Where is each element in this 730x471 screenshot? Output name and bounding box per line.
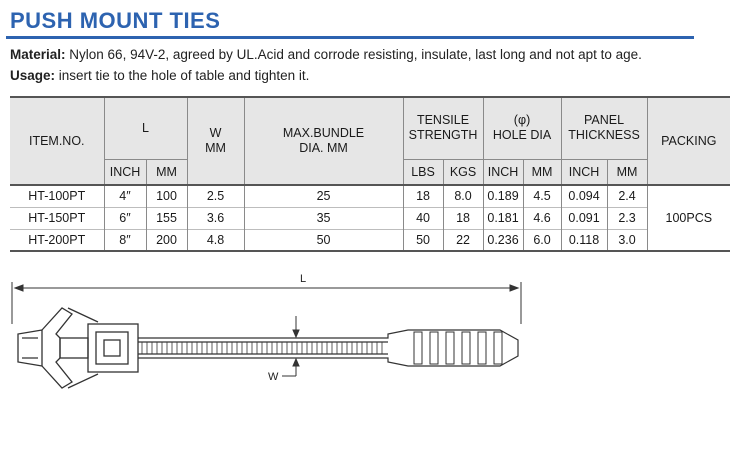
usage-text: insert tie to the hole of table and tighten it. xyxy=(55,68,310,83)
title-underline xyxy=(6,36,694,39)
subheader-hole-mm: MM xyxy=(523,159,561,185)
cell-w: 4.8 xyxy=(187,229,244,251)
table-header-row xyxy=(10,97,730,159)
header-tensile-line1: TENSILE xyxy=(416,113,470,128)
cell-lbs: 40 xyxy=(403,207,443,229)
cell-hole-mm: 4.6 xyxy=(523,207,561,229)
cell-hole-inch: 0.236 xyxy=(483,229,523,251)
cell-kgs: 8.0 xyxy=(443,185,483,207)
width-dimension xyxy=(282,316,299,376)
tie-drawing xyxy=(0,268,700,468)
strap-teeth xyxy=(142,342,382,354)
cell-item: HT-150PT xyxy=(10,207,104,229)
subheader-l-inch: INCH xyxy=(104,159,146,185)
table-row xyxy=(10,185,730,207)
cell-kgs: 18 xyxy=(443,207,483,229)
usage-line xyxy=(10,68,309,83)
cell-l-inch: 4″ xyxy=(104,185,146,207)
cell-bundle: 35 xyxy=(244,207,403,229)
cell-w: 3.6 xyxy=(187,207,244,229)
subheader-hole-inch: INCH xyxy=(483,159,523,185)
usage-label: Usage: xyxy=(10,68,56,83)
cell-bundle: 25 xyxy=(244,185,403,207)
header-tensile xyxy=(403,97,483,159)
cell-item: HT-200PT xyxy=(10,229,104,251)
subheader-panel-inch: INCH xyxy=(561,159,607,185)
header-w-line1: W xyxy=(209,126,222,140)
header-panel xyxy=(561,97,647,159)
header-w xyxy=(187,97,244,185)
cell-lbs: 50 xyxy=(403,229,443,251)
header-bundle xyxy=(244,97,403,185)
header-panel-line1: PANEL xyxy=(584,113,625,128)
cell-panel-mm: 2.3 xyxy=(607,207,647,229)
table-row xyxy=(10,229,730,251)
cell-hole-inch: 0.181 xyxy=(483,207,523,229)
subheader-lbs: LBS xyxy=(403,159,443,185)
cell-l-inch: 6″ xyxy=(104,207,146,229)
cell-panel-inch: 0.091 xyxy=(561,207,607,229)
cell-panel-inch: 0.094 xyxy=(561,185,607,207)
cell-kgs: 22 xyxy=(443,229,483,251)
cell-hole-mm: 4.5 xyxy=(523,185,561,207)
cell-bundle: 50 xyxy=(244,229,403,251)
header-bundle-line1: MAX.BUNDLE xyxy=(282,126,365,140)
header-w-line2: MM xyxy=(205,141,226,155)
material-line xyxy=(10,47,642,62)
cell-panel-mm: 3.0 xyxy=(607,229,647,251)
subheader-l-mm: MM xyxy=(146,159,187,185)
table-row xyxy=(10,207,730,229)
cell-l-mm: 200 xyxy=(146,229,187,251)
header-panel-line2: THICKNESS xyxy=(568,128,640,143)
tail-ribs xyxy=(414,332,502,364)
header-hole xyxy=(483,97,561,159)
header-l: L xyxy=(104,97,187,159)
push-mount-head xyxy=(18,308,98,388)
spec-table xyxy=(10,96,730,252)
material-text: Nylon 66, 94V-2, agreed by UL.Acid and corrode resisting, insulate, last long and not apt to age. xyxy=(65,47,642,62)
header-hole-line2: HOLE DIA xyxy=(492,128,552,143)
locking-head xyxy=(88,324,138,372)
subheader-kgs: KGS xyxy=(443,159,483,185)
cell-l-mm: 100 xyxy=(146,185,187,207)
cell-l-mm: 155 xyxy=(146,207,187,229)
cell-lbs: 18 xyxy=(403,185,443,207)
cell-panel-mm: 2.4 xyxy=(607,185,647,207)
cell-hole-mm: 6.0 xyxy=(523,229,561,251)
header-tensile-line2: STRENGTH xyxy=(408,128,478,143)
cell-item: HT-100PT xyxy=(10,185,104,207)
cell-packing: 100PCS xyxy=(647,185,730,251)
cell-w: 2.5 xyxy=(187,185,244,207)
tie-strap xyxy=(138,330,518,366)
cell-hole-inch: 0.189 xyxy=(483,185,523,207)
header-item: ITEM.NO. xyxy=(10,97,104,185)
header-packing: PACKING xyxy=(647,97,730,185)
length-label: L xyxy=(300,273,307,285)
page-title: PUSH MOUNT TIES xyxy=(10,8,221,33)
header-bundle-line2: DIA. MM xyxy=(299,141,348,155)
header-hole-line1: (φ) xyxy=(513,113,531,128)
width-label: W xyxy=(268,371,279,383)
subheader-panel-mm: MM xyxy=(607,159,647,185)
cell-l-inch: 8″ xyxy=(104,229,146,251)
material-label: Material: xyxy=(10,47,66,62)
cell-panel-inch: 0.118 xyxy=(561,229,607,251)
